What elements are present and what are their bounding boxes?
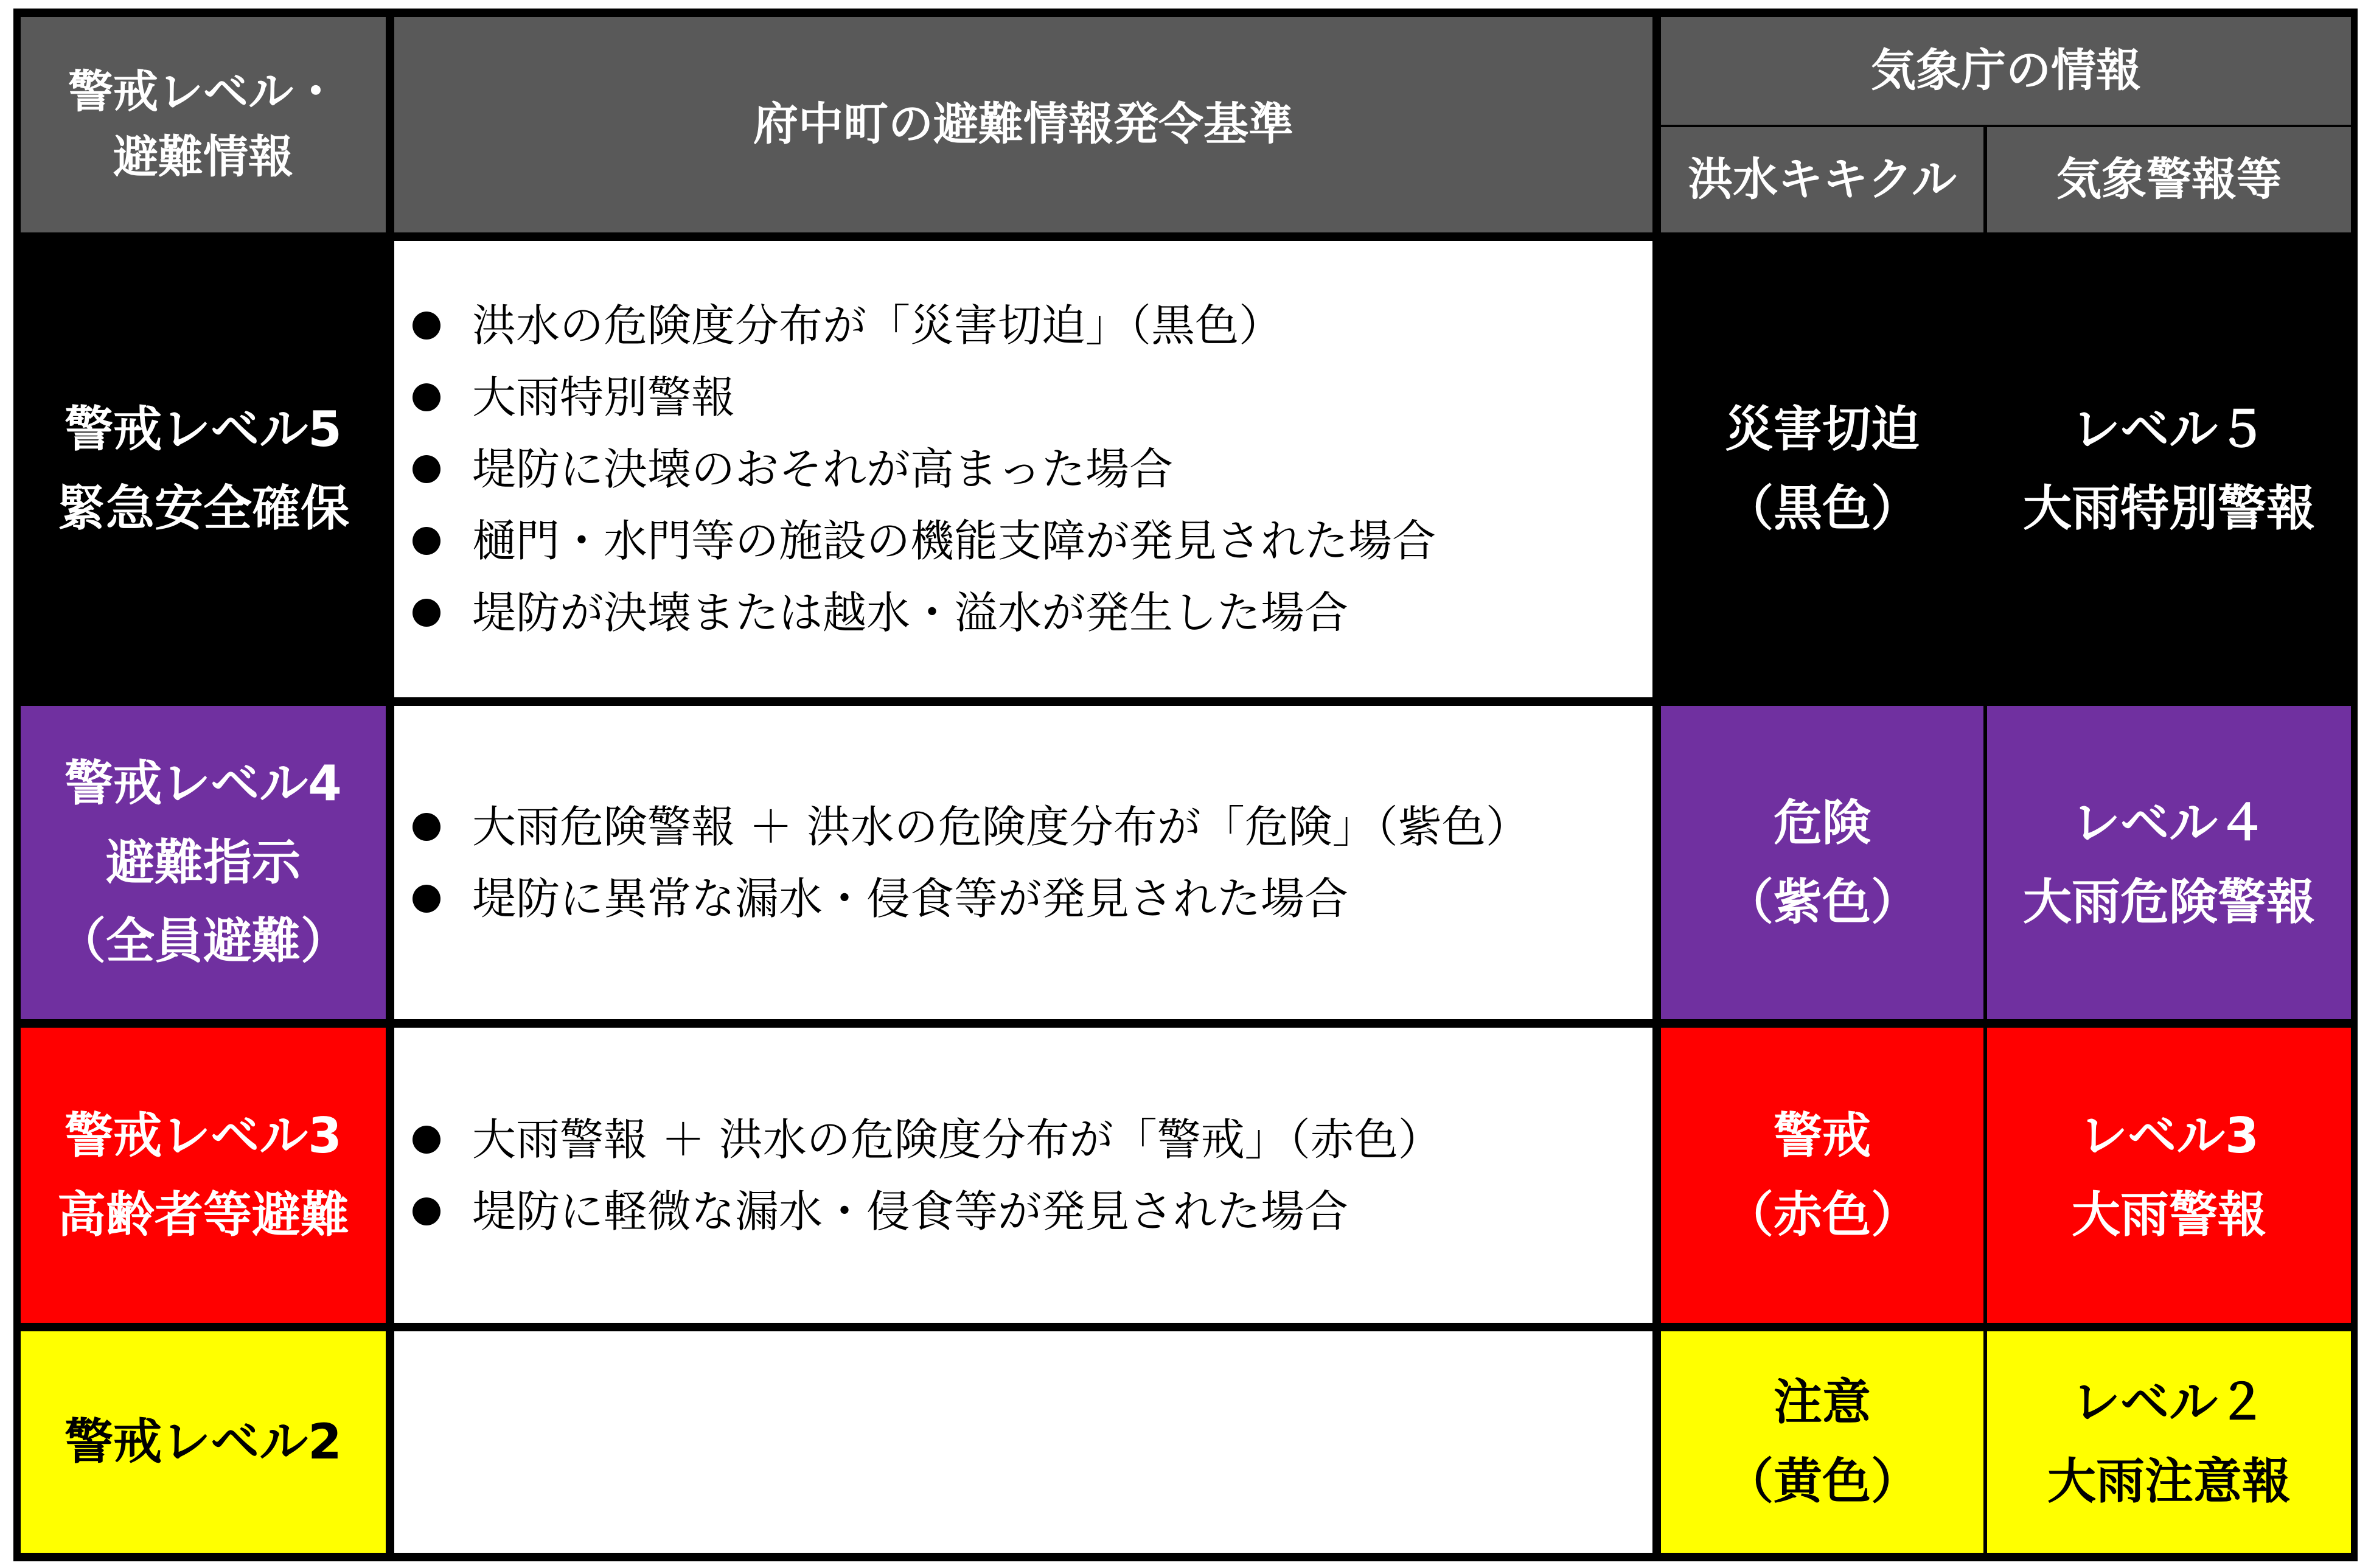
- level-title: 警戒レベル5: [64, 401, 342, 458]
- header-jma-label: 気象庁の情報: [1871, 44, 2141, 97]
- header-kikikuru-label: 洪水キキクル: [1688, 153, 1957, 206]
- level-action: 緊急安全確保: [57, 480, 349, 537]
- criteria-item: [413, 361, 1436, 433]
- header-warning-column: [1987, 127, 2351, 232]
- criteria-text: 樋門・水門等の施設の機能支障が発見された場合: [472, 515, 1436, 566]
- bullet-icon: [413, 813, 440, 841]
- warning-name: 大雨注意報: [2047, 1453, 2291, 1510]
- criteria-item: [413, 1176, 1442, 1247]
- level-2-criteria: [394, 1331, 1652, 1553]
- bullet-icon: [413, 1197, 440, 1225]
- level-5-warning: [1987, 241, 2351, 697]
- level-2-warning: [1987, 1331, 2351, 1553]
- warning-level: レベル４: [2072, 794, 2266, 851]
- kikikuru-status: 災害切迫: [1725, 401, 1920, 458]
- criteria-text: 大雨警報 ＋ 洪水の危険度分布が「警戒」（赤色）: [472, 1113, 1442, 1165]
- evacuation-criteria-table: [13, 9, 2358, 1561]
- kikikuru-color: （紫色）: [1725, 873, 1920, 930]
- kikikuru-status: 注意: [1774, 1374, 1871, 1431]
- level-4-criteria: [394, 706, 1652, 1019]
- bullet-icon: [413, 455, 440, 483]
- criteria-text: 堤防に決壊のおそれが高まった場合: [472, 444, 1174, 495]
- warning-name: 大雨警報: [2072, 1186, 2266, 1243]
- header-level-column: [21, 17, 386, 232]
- level-5-kikikuru: [1661, 241, 1983, 697]
- header-criteria-column: [394, 17, 1652, 232]
- level-4-kikikuru: [1661, 706, 1983, 1019]
- criteria-item: [413, 1104, 1442, 1176]
- criteria-item: [413, 791, 1530, 863]
- bullet-icon: [413, 312, 440, 340]
- header-warning-label: 気象警報等: [2056, 153, 2282, 206]
- bullet-icon: [413, 527, 440, 555]
- level-title: 警戒レベル4: [64, 755, 342, 812]
- kikikuru-color: （黄色）: [1725, 1453, 1920, 1510]
- criteria-list: [413, 290, 1436, 649]
- kikikuru-status: 危険: [1774, 794, 1871, 851]
- criteria-item: [413, 863, 1530, 935]
- criteria-item: [413, 577, 1436, 649]
- bullet-icon: [413, 885, 440, 913]
- criteria-list: [413, 791, 1530, 935]
- level-3-cell: [21, 1028, 386, 1323]
- criteria-item: [413, 290, 1436, 361]
- level-title: 警戒レベル2: [64, 1413, 342, 1471]
- criteria-text: 堤防に異常な漏水・侵食等が発見された場合: [472, 873, 1349, 924]
- level-4-cell: [21, 706, 386, 1019]
- criteria-text: 堤防に軽微な漏水・侵食等が発見された場合: [472, 1185, 1349, 1237]
- kikikuru-color: （黒色）: [1725, 480, 1920, 537]
- header-kikikuru-column: [1661, 127, 1983, 232]
- level-5-cell: [21, 241, 386, 697]
- criteria-item: [413, 433, 1436, 505]
- warning-level: レベル５: [2072, 401, 2266, 458]
- bullet-icon: [413, 599, 440, 627]
- level-action: 高齢者等避難: [57, 1186, 349, 1243]
- level-3-kikikuru: [1661, 1028, 1983, 1323]
- level-3-criteria: [394, 1028, 1652, 1323]
- bullet-icon: [413, 1126, 440, 1154]
- header-level-line: 警戒レベル・: [68, 65, 338, 118]
- criteria-text: 堤防が決壊または越水・溢水が発生した場合: [472, 587, 1349, 638]
- warning-level: レベル２: [2072, 1374, 2266, 1431]
- level-title: 警戒レベル3: [64, 1107, 342, 1164]
- header-criteria-label: 府中町の避難情報発令基準: [753, 98, 1293, 151]
- kikikuru-status: 警戒: [1774, 1107, 1871, 1164]
- criteria-item: [413, 505, 1436, 577]
- header-jma-group: [1661, 17, 2351, 125]
- level-3-warning: [1987, 1028, 2351, 1323]
- criteria-text: 大雨危険警報 ＋ 洪水の危険度分布が「危険」（紫色）: [472, 801, 1530, 852]
- warning-level: レベル3: [2079, 1107, 2259, 1164]
- level-action: 避難指示: [106, 834, 301, 891]
- warning-name: 大雨危険警報: [2023, 873, 2315, 930]
- level-2-cell: [21, 1331, 386, 1553]
- warning-name: 大雨特別警報: [2023, 480, 2315, 537]
- header-level-line: 避難情報: [113, 131, 293, 183]
- level-5-criteria: [394, 241, 1652, 697]
- criteria-list: [413, 1104, 1442, 1247]
- level-4-warning: [1987, 706, 2351, 1019]
- level-note: （全員避難）: [57, 913, 349, 970]
- criteria-text: 大雨特別警報: [472, 372, 736, 423]
- bullet-icon: [413, 383, 440, 411]
- level-2-kikikuru: [1661, 1331, 1983, 1553]
- criteria-text: 洪水の危険度分布が「災害切迫」（黒色）: [472, 300, 1283, 351]
- kikikuru-color: （赤色）: [1725, 1186, 1920, 1243]
